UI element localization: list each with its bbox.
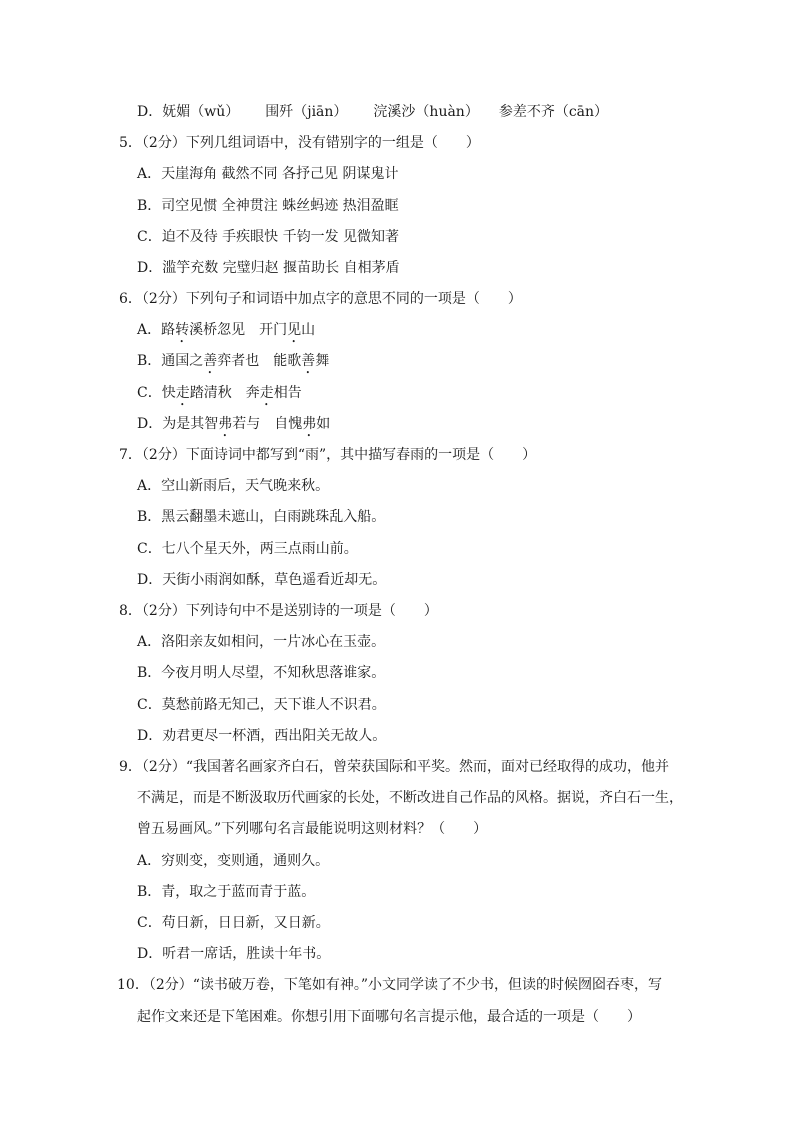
text-part: 自愧	[274, 416, 303, 432]
q7-option-d: D．天街小雨润如酥，草色遥看近却无。	[137, 572, 387, 588]
dotted-char: 走	[175, 385, 190, 401]
q9-stem-line: 曾五易画风。”下列哪句名言最能说明这则材料？（ ）	[137, 821, 488, 837]
q6-option-d	[137, 415, 330, 440]
option-letter: D．	[137, 416, 163, 432]
q7-option-a: A．空山新雨后，天气晚来秋。	[137, 478, 330, 494]
pinyin-item: 参差不齐（cān）	[498, 104, 609, 120]
pinyin-item: 围歼（jiān）	[265, 104, 348, 120]
q10-stem-line: 起作文来还是下笔困难。你想引用下面哪句名言提示他，最合适的一项是（ ）	[137, 1009, 641, 1025]
q8-option-d: D．劝君更尽一杯酒，西出阳关无故人。	[137, 728, 387, 744]
dotted-char: 见	[287, 322, 302, 338]
q5-stem: 5．（2分）下列几组词语中，没有错别字的一组是（ ）	[119, 135, 480, 151]
gap	[245, 322, 259, 338]
dotted-char: 善	[301, 353, 316, 369]
text-part: 为是其智	[162, 416, 219, 432]
text-part: 山	[301, 322, 316, 338]
q5-option-b: B．司空见惯 全神贯注 蛛丝蚂迹 热泪盈眶	[137, 198, 399, 214]
q9-option-b: B．青，取之于蓝而青于蓝。	[137, 884, 316, 900]
text-part: 若与	[232, 416, 261, 432]
dotted-char: 走	[259, 385, 274, 401]
text-part: 奔	[245, 385, 260, 401]
option-letter: B．	[137, 353, 162, 369]
dotted-char: 弗	[302, 416, 317, 432]
dotted-char: 弗	[218, 416, 233, 432]
q7-stem: 7．（2分）下面诗词中都写到“雨”，其中描写春雨的一项是（ ）	[119, 447, 537, 463]
pinyin-item: 浣溪沙（huàn）	[373, 104, 479, 120]
pinyin-item: 妩媚（wǔ）	[162, 104, 240, 120]
q9-option-a: A．穷则变，变则通，通则久。	[137, 853, 330, 869]
option-letter: D．	[137, 104, 163, 120]
text-part: 弈者也	[217, 353, 260, 369]
q9-option-d: D．听君一席话，胜读十年书。	[137, 946, 331, 962]
q5-option-a: A．天崖海角 截然不同 各抒己见 阴谋鬼计	[137, 166, 399, 182]
q5-option-d: D．滥竽充数 完璧归赵 揠苗助长 自相茅盾	[137, 260, 400, 276]
text-part: 快	[161, 385, 176, 401]
text-part: 相告	[273, 385, 302, 401]
gap	[232, 385, 246, 401]
q7-option-b: B．黑云翻墨未遮山，白雨跳珠乱入船。	[137, 509, 386, 525]
text-part: 溪桥忽见	[189, 322, 246, 338]
dotted-char: 转	[175, 322, 190, 338]
q4-option-d	[137, 103, 608, 121]
gap	[260, 416, 274, 432]
q6-option-a	[137, 321, 315, 346]
q7-option-c: C．七八个星天外，两三点雨山前。	[137, 541, 358, 557]
text-part: 能歌	[273, 353, 302, 369]
option-letter: C．	[137, 385, 162, 401]
q10-stem-line: 10．（2分）“读书破万卷，下笔如有神。”小文同学读了不少书，但读的时候囫囵吞枣，写	[117, 977, 663, 993]
q8-option-b: B．今夜月明人尽望，不知秋思落谁家。	[137, 665, 386, 681]
option-letter: A．	[137, 322, 162, 338]
text-part: 如	[316, 416, 331, 432]
q5-option-c: C．迫不及待 手疾眼快 千钧一发 见微知著	[137, 229, 400, 245]
dotted-char: 善	[203, 353, 218, 369]
gap	[259, 353, 273, 369]
text-part: 路	[161, 322, 176, 338]
q6-stem: 6．（2分）下列句子和词语中加点字的意思不同的一项是（ ）	[119, 291, 522, 307]
q6-option-b	[137, 352, 329, 377]
text-part: 通国之	[161, 353, 204, 369]
q8-option-a: A．洛阳亲友如相问，一片冰心在玉壶。	[137, 634, 386, 650]
text-part: 踏清秋	[189, 385, 232, 401]
q9-option-c: C．苟日新，日日新，又日新。	[137, 915, 330, 931]
q6-option-c	[137, 384, 302, 409]
q9-stem-line: 9．（2分）“我国著名画家齐白石，曾荣获国际和平奖。然而，面对已经取得的成功，他并	[119, 759, 669, 775]
q8-option-c: C．莫愁前路无知己，天下谁人不识君。	[137, 697, 386, 713]
text-part: 舞	[315, 353, 330, 369]
text-part: 开门	[259, 322, 288, 338]
q9-stem-line: 不满足，而是不断汲取历代画家的长处，不断改进自己作品的风格。据说，齐白石一生，	[137, 790, 683, 806]
q8-stem: 8．（2分）下列诗句中不是送别诗的一项是（ ）	[119, 603, 438, 619]
